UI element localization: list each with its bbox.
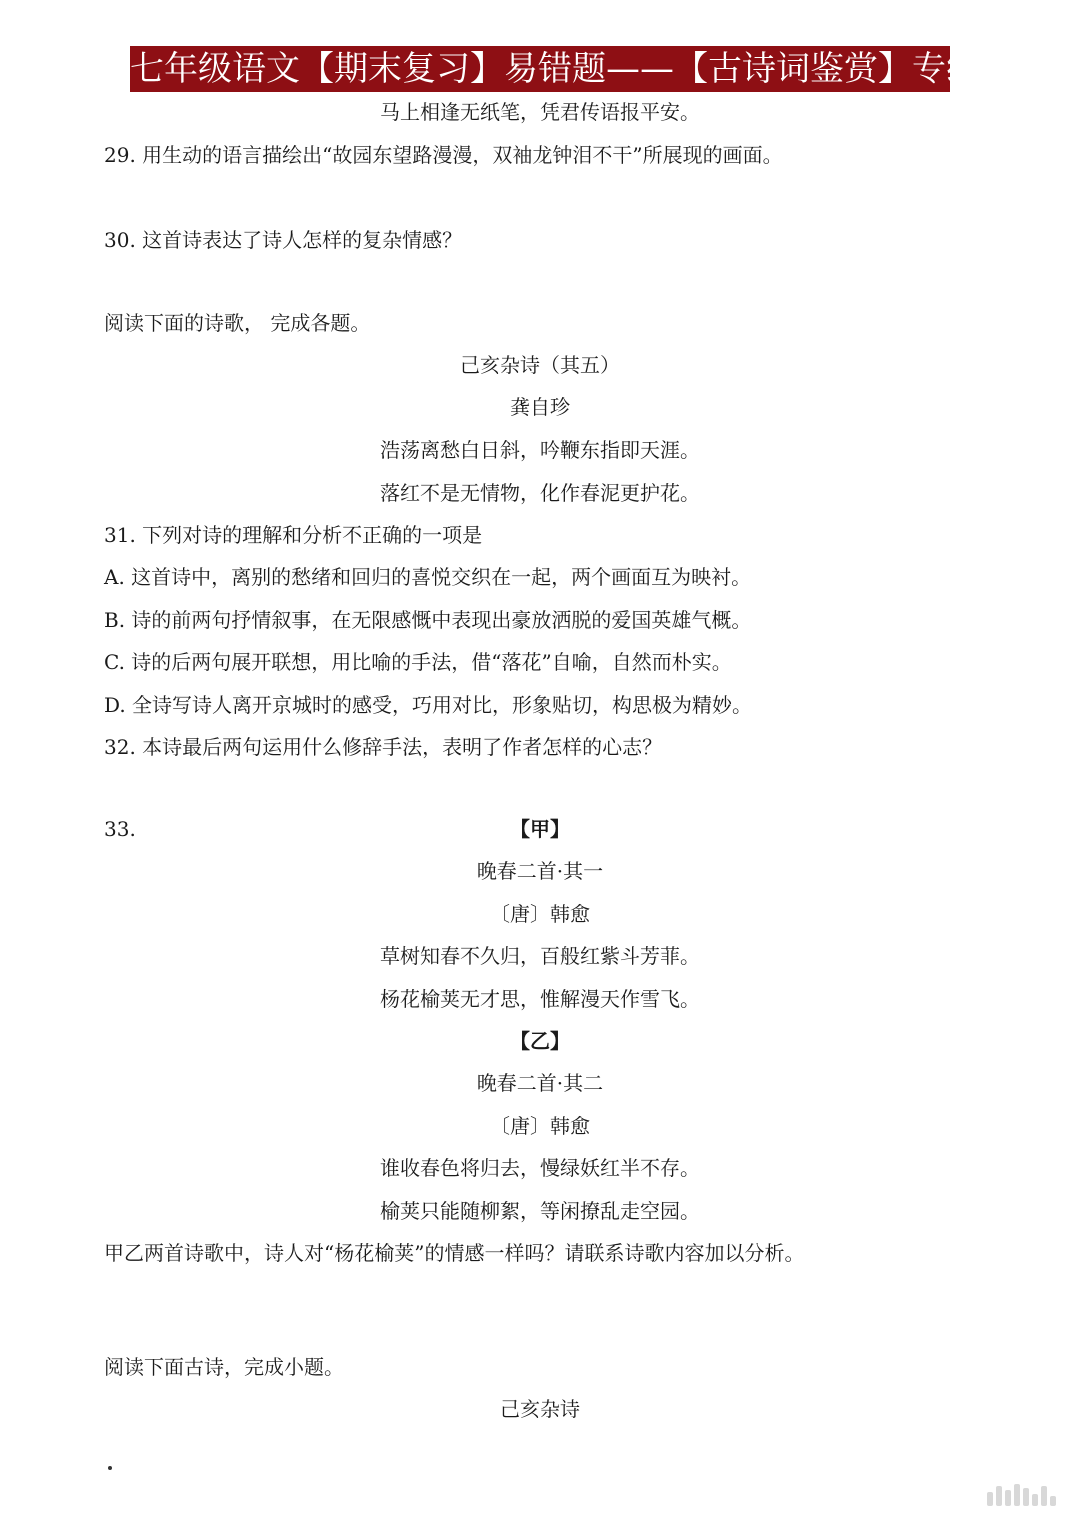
poem-prev-line: 马上相逢无纸笔，凭君传语报平安。 [380,100,700,124]
poem-yi-line-1: 谁收春色将归去，慢绿妖红半不存。 [380,1156,700,1180]
question-30: 30. 这首诗表达了诗人怎样的复杂情感？ [104,228,463,252]
poem-jia-author: 〔唐〕韩愈 [490,902,590,926]
question-31-option-a: A. 这首诗中，离别的愁绪和回归的喜悦交织在一起，两个画面互为映衬。 [104,565,752,589]
page-title: 七年级语文【期末复习】易错题——【古诗词鉴赏】专练 [130,46,950,92]
poem-yi-author: 〔唐〕韩愈 [490,1114,590,1138]
poem1-author: 龚自珍 [510,395,570,419]
poem-jia-line-1: 草树知春不久归，百般红紫斗芳菲。 [380,944,700,968]
poem-jia-title: 晚春二首·其一 [476,859,604,883]
question-31-stem: 31. 下列对诗的理解和分析不正确的一项是 [104,523,483,547]
poem-jia-marker: 【甲】 [510,817,570,841]
poem1-line-2: 落红不是无情物，化作春泥更护花。 [380,481,700,505]
question-31-option-d: D. 全诗写诗人离开京城时的感受，巧用对比，形象贴切，构思极为精妙。 [104,693,753,717]
reading-intro-1: 阅读下面的诗歌， 完成各题。 [104,311,371,335]
reading-intro-2: 阅读下面古诗，完成小题。 [104,1355,344,1379]
question-31-option-c: C. 诗的后两句展开联想，用比喻的手法，借“落花”自喻，自然而朴实。 [104,650,732,674]
poem-jia-line-2: 杨花榆荚无才思，惟解漫天作雪飞。 [380,987,700,1011]
question-29: 29. 用生动的语言描绘出“故园东望路漫漫，双袖龙钟泪不干”所展现的画面。 [104,143,783,167]
question-31-option-b: B. 诗的前两句抒情叙事，在无限感慨中表现出豪放洒脱的爱国英雄气概。 [104,608,752,632]
poem2-title: 己亥杂诗 [500,1397,580,1421]
poem1-title: 己亥杂诗（其五） [460,353,620,377]
poem-yi-line-2: 榆荚只能随柳絮，等闲撩乱走空园。 [380,1199,700,1223]
poem-yi-title: 晚春二首·其二 [476,1071,604,1095]
bullet-dot [108,1466,112,1470]
poem1-line-1: 浩荡离愁白日斜，吟鞭东指即天涯。 [380,438,700,462]
question-32: 32. 本诗最后两句运用什么修辞手法，表明了作者怎样的心志？ [104,735,663,759]
question-33-number: 33. [104,817,136,841]
question-33-text: 甲乙两首诗歌中，诗人对“杨花榆荚”的情感一样吗？请联系诗歌内容加以分析。 [104,1241,805,1265]
poem-yi-marker: 【乙】 [510,1029,570,1053]
watermark-bars-icon [987,1484,1056,1506]
